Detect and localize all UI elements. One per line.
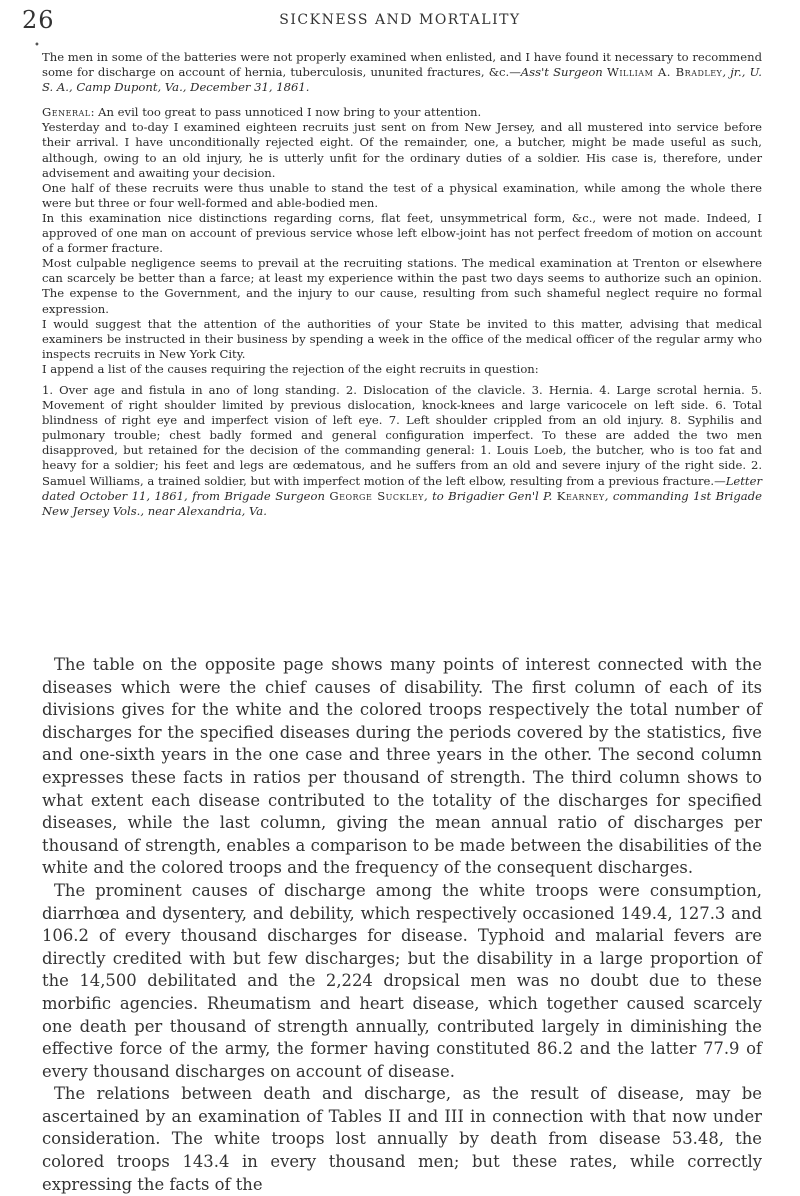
letter-bradley: The men in some of the batteries were not properly examined when enlisted, and I have found it necessary to recommend some for discharge on account of hernia, tuberculosis, ununited fractures, &c.—Ass't Surgeon William A. Bradley, jr., U. S. A., Camp Dupont, Va., December 31, 1861.	[42, 50, 762, 95]
letter-paragraph: In this examination nice distinctions regarding corns, flat feet, unsymmetrical form, &c., were not made. Indeed, I approved of one man on account of previous service whose left elbow-joint has not perfect freedom of motion on account of a former fracture.	[42, 210, 762, 256]
top-mark: •	[34, 40, 40, 51]
quoted-letters	[42, 50, 762, 519]
letter-paragraph: Most culpable negligence seems to prevail at the recruiting stations. The medical examination at Trenton or elsewhere can scarcely be better than a farce; at least my experience within the past two days seems to authorize such an opinion. The expense to the Government, and the injury to our cause, resulting from such shameful neglect require no formal expression.	[42, 256, 762, 316]
letter-paragraph: I append a list of the causes requiring the rejection of the eight recruits in question:	[42, 361, 539, 376]
body-paragraph: The table on the opposite page shows many points of interest connected with the diseases which were the chief causes of disability. The first column of each of its divisions gives for the white and the colored troops respectively the total number of discharges for the specified diseases during the periods covered by the statistics, five and one-sixth years in the one case and three years in the other. The second column expresses these facts in ratios per thousand of strength. The third column shows to what extent each disease contributed to the totality of the discharges for specified diseases, while the last column, giving the mean annual ratio of discharges per thousand of strength, enables a comparison to be made between the disabilities of the white and the colored troops and the frequency of the consequent discharges.	[42, 655, 762, 878]
body-paragraph: The relations between death and discharge, as the result of disease, may be ascertained by an examination of Tables II and III in connection with that now under consideration. The white troops lost annually by death from disease 53.48, the colored troops 143.4 in every thousand men; but these rates, while correctly expressing the facts of the	[42, 1084, 762, 1194]
running-header: SICKNESS AND MORTALITY	[279, 12, 521, 28]
letter-paragraph: I would suggest that the attention of the authorities of your State be invited to this matter, advising that medical examiners be instructed in their business by spending a week in the office of the medical officer of the regular army who inspects recruits in New York City.	[42, 316, 762, 361]
letter-paragraph: One half of these recruits were thus unable to stand the test of a physical examination, while among the whole there were but three or four well-formed and able-bodied men.	[42, 180, 762, 210]
letter-suckley-opening: General: An evil too great to pass unnoticed I now bring to your attention.	[42, 105, 482, 120]
body-text	[42, 654, 762, 1196]
body-paragraph: The prominent causes of discharge among the white troops were consumption, diarrhœa and dysentery, and debility, which respectively occasioned 149.4, 127.3 and 106.2 of every thousand discharges for disease. Typhoid and malarial fevers are directly credited with but few discharges; but the disability in a large proportion of the 14,500 debilitated and the 2,224 dropsical men was no doubt due to these morbific agencies. Rheumatism and heart disease, which together caused scarcely one death per thousand of strength annually, contributed largely in diminishing the effective force of the army, the former having constituted 86.2 and the latter 77.9 of every thousand discharges on account of disease.	[42, 880, 762, 1081]
letter-paragraph: Yesterday and to-day I examined eighteen recruits just sent on from New Jersey, and all mustered into service before their arrival. I have unconditionally rejected eight. Of the remainder, one, a butcher, might be made useful as such, although, owing to an old injury, he is utterly unfit for the ordinary duties of a soldier. His case is, therefore, under advisement and awaiting your decision.	[42, 120, 762, 180]
rejection-list: 1. Over age and fistula in ano of long standing. 2. Dislocation of the clavicle. 3. Hernia. 4. Large scrotal hernia. 5. Movement of right shoulder limited by previous dislocation, knock-knees and large varicocele on left side. 6. Total blindness of right eye and imperfect vision of left eye. 7. Left shoulder crippled from an old injury. 8. Syphilis and pulmonary trouble; chest badly formed and general configuration imperfect. To these are added the two men disapproved, but retained for the decision of the commanding general: 1. Louis Loeb, the butcher, who is too fat and heavy for a soldier; his feet and legs are œdematous, and he suffers from an old and severe injury of the right side. 2. Samuel Williams, a trained soldier, but with imperfect motion of the left elbow, resulting from a previous fracture.—Letter dated October 11, 1861, from Brigade Surgeon George Suckley, to Brigadier Gen'l P. Kearney, commanding 1st Brigade New Jersey Vols., near Alexandria, Va.	[42, 382, 762, 518]
page-number: 26	[22, 6, 55, 34]
